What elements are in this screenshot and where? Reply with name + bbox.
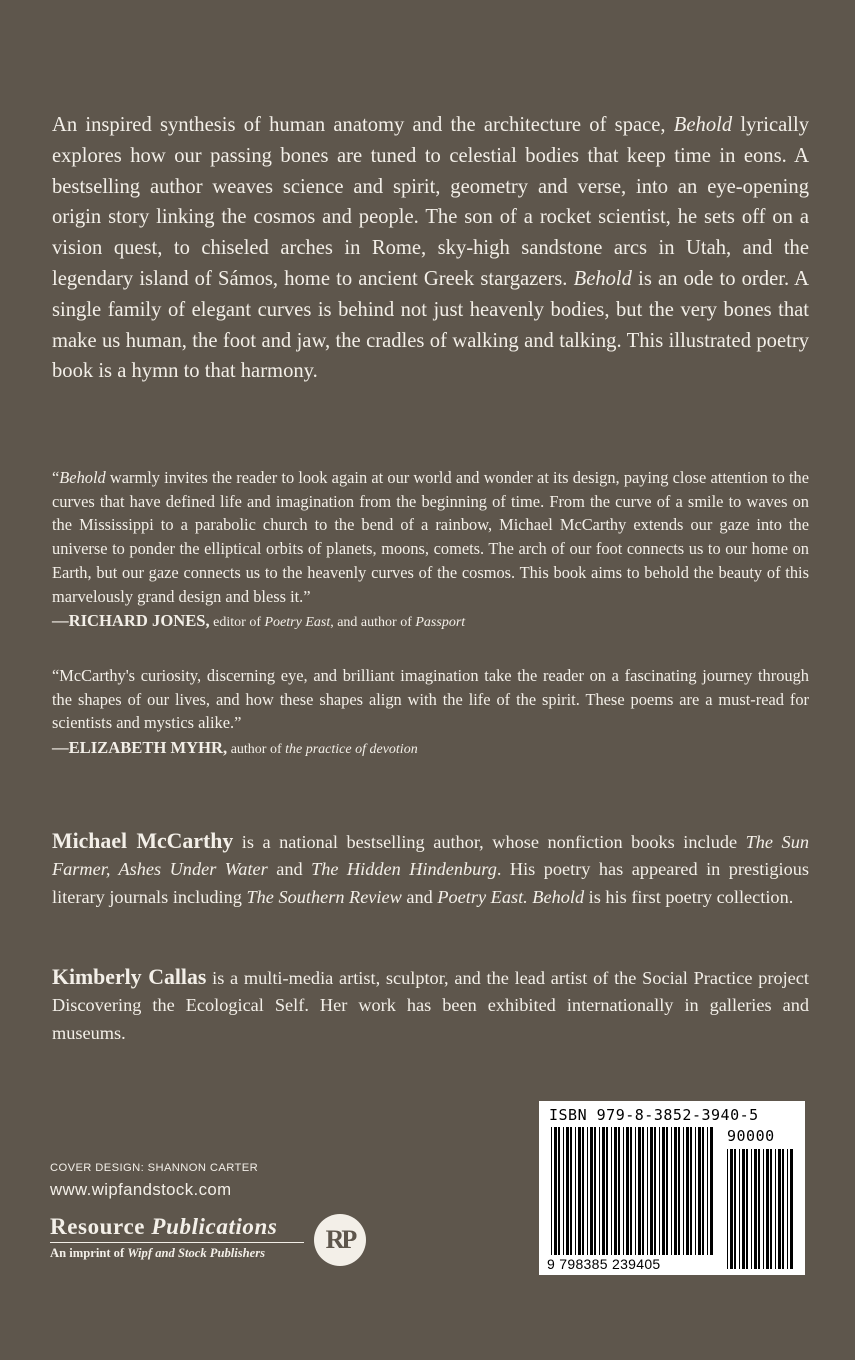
barcode-bar (578, 1127, 581, 1255)
barcode-bar (702, 1127, 704, 1255)
barcode-bar (695, 1127, 696, 1255)
barcode-bar (587, 1127, 588, 1255)
barcode-bar (782, 1149, 784, 1269)
barcode-bar (674, 1127, 677, 1255)
barcode-bar (606, 1127, 608, 1255)
endorsement-richard-jones (52, 466, 809, 635)
journal-title-italic: The Southern Review (246, 886, 402, 907)
barcode-bar (647, 1127, 648, 1255)
endorser-name: —RICHARD JONES, (52, 611, 210, 631)
barcode-bar (642, 1127, 644, 1255)
barcode-bar (594, 1127, 596, 1255)
barcode-bar (678, 1127, 680, 1255)
publisher-name (50, 1214, 304, 1240)
barcode-bar (746, 1149, 748, 1269)
endorsement-text: warmly invites the reader to look again at our world and wonder at its design, paying close attention to the curves that have defined life and imagination from the beginning of time. From the curve of a smile to waves on the Mississippi to a parabolic church to the bend of a rainbow, Michael McCarthy extends our gaze into the universe to ponder the elliptical orbits of planets, moons, comets. The arch of our foot connects us to our home on Earth, but our gaze connects us to the heavenly curves of the cosmos. This book aims to behold the beauty of this marvelously grand design and bless it.” (52, 468, 809, 606)
barcode-bar (790, 1149, 793, 1269)
artist-bio (52, 964, 809, 1047)
barcode-bar (638, 1127, 641, 1255)
endorsement-attribution (52, 736, 809, 762)
barcode-bar (671, 1127, 672, 1255)
rp-logo-text: RP (325, 1225, 355, 1254)
ean-digits: 9 798385 239405 (547, 1256, 661, 1272)
endorser-work: Passport (415, 615, 466, 631)
barcode-bar (698, 1127, 701, 1255)
attribution-text: , and author of (330, 615, 416, 631)
author-name: Michael McCarthy (52, 829, 234, 853)
barcode-bar (758, 1149, 760, 1269)
cover-design-credit: COVER DESIGN: SHANNON CARTER (50, 1162, 259, 1174)
book-title-italic: The Hidden Hindenburg (311, 859, 497, 880)
imprint-name: Wipf and Stock Publishers (127, 1246, 266, 1260)
publisher-website: www.wipfandstock.com (50, 1180, 232, 1199)
barcode-bar (623, 1127, 624, 1255)
journal-title-italic: Poetry East. Behold (437, 886, 585, 907)
barcode-bar (742, 1149, 745, 1269)
barcode-bar (766, 1149, 769, 1269)
barcode-bar (602, 1127, 605, 1255)
barcode-bar (599, 1127, 600, 1255)
endorser-work: the practice of devotion (285, 742, 418, 758)
barcode-bar (710, 1127, 713, 1255)
publisher-name-part: Publications (151, 1214, 278, 1239)
endorser-name: —ELIZABETH MYHR, (52, 738, 228, 758)
barcode-bar (558, 1127, 560, 1255)
barcode-bar (727, 1149, 728, 1269)
bio-text: is his first poetry collection. (584, 886, 794, 907)
quote-mark: “ (52, 468, 60, 487)
bio-text: is a national bestselling author, whose nonfiction books include (233, 832, 746, 852)
barcode-bar (754, 1149, 757, 1269)
book-title-italic: Behold (59, 468, 106, 487)
barcode-bar (730, 1149, 733, 1269)
endorsement-elizabeth-myhr (52, 664, 809, 762)
bio-text: is a multi-media artist, sculptor, and the lead artist of the Social Practice project Discovering the Ecological Self. Her work has been exhibited internationally in galleries and museums. (52, 968, 809, 1043)
barcode-bar (551, 1127, 552, 1255)
barcode-bar (662, 1127, 665, 1255)
barcode-bar (582, 1127, 584, 1255)
barcode-bar (739, 1149, 740, 1269)
barcode-bar (778, 1149, 781, 1269)
rp-logo-icon (314, 1214, 366, 1266)
barcode-bar (751, 1149, 752, 1269)
publisher-logo (50, 1214, 304, 1261)
publisher-rule (50, 1242, 304, 1243)
isbn-barcode (539, 1101, 805, 1275)
barcode-bar (787, 1149, 788, 1269)
price-addon: 90000 (727, 1127, 775, 1145)
publisher-name-part: Resource (50, 1214, 152, 1239)
barcode-bar (570, 1127, 572, 1255)
barcode-bar (575, 1127, 576, 1255)
barcode-bar (618, 1127, 620, 1255)
publisher-imprint (50, 1246, 304, 1261)
bio-text: and (401, 886, 438, 907)
bio-text: and (267, 859, 312, 880)
book-title-italic: Behold (673, 114, 733, 136)
isbn-number: ISBN 979-8-3852-3940-5 (549, 1106, 759, 1124)
attribution-text: author of (227, 742, 286, 758)
author-bio (52, 828, 809, 911)
book-title-italic: Behold (573, 267, 632, 290)
book-description (52, 110, 809, 387)
book-title-italic: The Sun Farmer, Ashes Under Water (52, 832, 809, 880)
barcode-bar (614, 1127, 617, 1255)
artist-name: Kimberly Callas (52, 965, 207, 989)
imprint-text: An imprint of (50, 1246, 128, 1260)
barcode-bar (770, 1149, 772, 1269)
barcode-bar (563, 1127, 564, 1255)
credits (50, 1162, 258, 1200)
barcode-bar (659, 1127, 660, 1255)
description-text: lyrically explores how our passing bones are tuned to celestial bodies that keep time in eons. A bestselling author weaves science and spirit, geometry and verse, into an eye-opening origin story linking the cosmos and people. The son of a rocket scientist, he sets off on a vision quest, to chiseled arches in Rome, sky-high sandstone arcs in Utah, and the legendary island of Sámos, home to ancient Greek stargazers. (52, 114, 809, 290)
barcode-bar (654, 1127, 656, 1255)
endorser-work: Poetry East (264, 615, 331, 631)
attribution-text: editor of (209, 615, 265, 631)
barcode-bar (635, 1127, 636, 1255)
barcode-bar (566, 1127, 569, 1255)
description-text: An inspired synthesis of human anatomy and the architecture of space, (52, 114, 674, 136)
barcode-bar (666, 1127, 668, 1255)
barcode-bar (734, 1149, 736, 1269)
barcode-bar (611, 1127, 612, 1255)
endorsement-text: “McCarthy's curiosity, discerning eye, and brilliant imagination take the reader on a fascinating journey through the shapes of our lives, and how these shapes align with the life of the spirit. These poems are a must-read for scientists and mystics alike.” (52, 666, 809, 733)
barcode-bar (630, 1127, 632, 1255)
barcode-bar (763, 1149, 764, 1269)
barcode-bar (626, 1127, 629, 1255)
barcode-bar (775, 1149, 776, 1269)
bio-text: . His poetry has appeared in prestigious literary journals including (52, 859, 809, 907)
barcode-bar (683, 1127, 684, 1255)
barcode-bar (686, 1127, 689, 1255)
description-text: is an ode to order. A single family of elegant curves is behind not just heavenly bodies, but the very bones that make us human, the foot and jaw, the cradles of walking and talking. This illustrated poetry book is a hymn to that harmony. (52, 267, 809, 383)
barcode-bar (554, 1127, 557, 1255)
barcode-bar (707, 1127, 708, 1255)
barcode-bar (590, 1127, 593, 1255)
barcode-bar (650, 1127, 653, 1255)
endorsement-attribution (52, 609, 809, 635)
barcode-bar (690, 1127, 692, 1255)
